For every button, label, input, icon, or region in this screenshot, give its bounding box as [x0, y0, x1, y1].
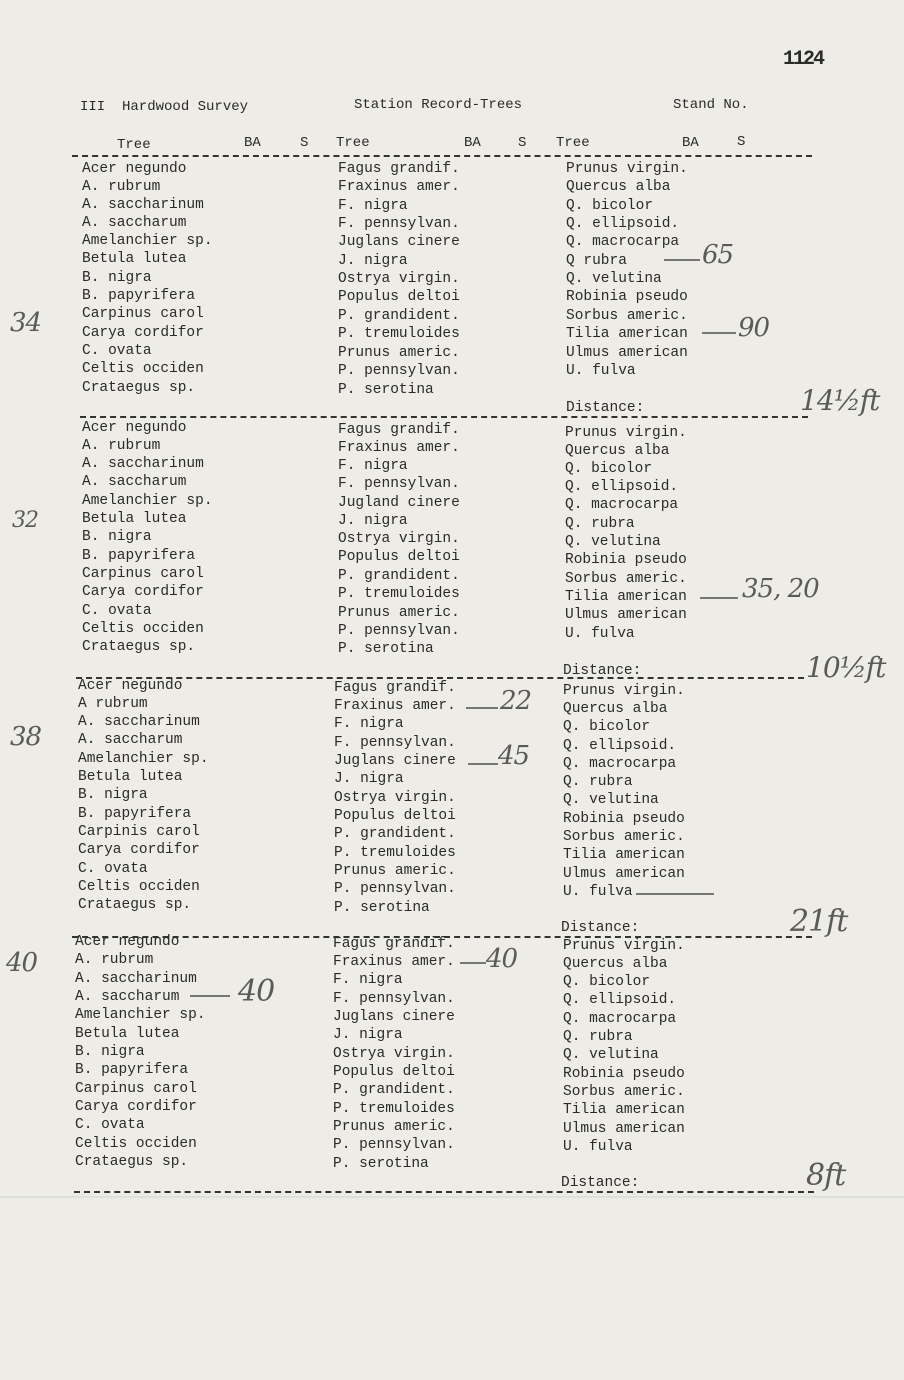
handwritten-distance: 8ft — [806, 1158, 846, 1193]
species-name: C. ovata — [75, 1117, 145, 1133]
survey-title: III Hardwood Survey — [80, 99, 249, 115]
species-name: Quercus alba — [563, 956, 668, 972]
paper-fold — [0, 1196, 904, 1198]
species-name: B. papyrifera — [75, 1062, 189, 1078]
species-name: A. saccharum — [82, 474, 187, 490]
species-name: B. nigra — [75, 1044, 145, 1060]
handwritten-station-number: 38 — [10, 722, 42, 752]
handwritten-tick — [700, 597, 738, 599]
species-name: P. tremuloides — [338, 586, 460, 602]
species-name: Q. velutina — [563, 1047, 659, 1063]
divider-line — [72, 155, 812, 157]
species-name: J. nigra — [333, 1027, 403, 1043]
handwritten-tick — [468, 763, 498, 765]
species-name: Q. velutina — [563, 792, 659, 808]
species-name: Q. bicolor — [563, 974, 651, 990]
species-name: F. pennsylvan. — [338, 476, 460, 492]
species-name: Prunus virgin. — [565, 425, 687, 441]
species-name: Celtis occiden — [75, 1136, 197, 1152]
handwritten-tick — [636, 893, 714, 895]
species-name: Amelanchier sp. — [75, 1007, 206, 1023]
species-name: Ulmus american — [563, 1121, 685, 1137]
species-name: U. fulva — [566, 363, 636, 379]
species-name: Fagus grandif. — [333, 936, 455, 952]
species-name: Juglans cinere — [334, 753, 456, 769]
species-name: P. pennsylvan. — [338, 363, 460, 379]
species-name: A. rubrum — [82, 438, 161, 454]
handwritten-note: 40 — [238, 974, 275, 1009]
species-name: A. saccharum — [75, 989, 180, 1005]
species-name: Ulmus american — [566, 345, 688, 361]
species-name: Q. ellipsoid. — [565, 479, 679, 495]
species-name: Ostrya virgin. — [338, 531, 460, 547]
species-name: Q. bicolor — [565, 461, 653, 477]
stand-number-label: Stand No. — [673, 97, 749, 113]
species-name: A. saccharinum — [82, 456, 204, 472]
species-name: Sorbus americ. — [563, 1084, 685, 1100]
species-name: Q. rubra — [563, 774, 633, 790]
species-name: P. pennsylvan. — [333, 1137, 455, 1153]
species-name: Betula lutea — [82, 251, 187, 267]
handwritten-note: 65 — [702, 240, 734, 270]
species-name: Prunus americ. — [333, 1119, 455, 1135]
species-name: Populus deltoi — [338, 289, 460, 305]
species-name: Q. ellipsoid. — [563, 738, 677, 754]
species-name: P. grandident. — [334, 826, 456, 842]
species-name: Tilia american — [563, 847, 685, 863]
species-name: Fagus grandif. — [334, 680, 456, 696]
species-name: Q. macrocarpa — [563, 1011, 677, 1027]
species-name: Q rubra — [566, 253, 627, 269]
species-name: Carpinus carol — [82, 306, 204, 322]
page-number: 1124 — [783, 48, 824, 71]
species-name: Robinia pseudo — [563, 1066, 685, 1082]
handwritten-tick — [190, 995, 230, 997]
handwritten-note: 90 — [738, 313, 770, 343]
species-name: P. pennsylvan. — [338, 623, 460, 639]
species-name: C. ovata — [82, 343, 152, 359]
species-name: Q. ellipsoid. — [566, 216, 680, 232]
species-name: P. serotina — [338, 641, 434, 657]
handwritten-distance: 10½ft — [806, 651, 886, 684]
species-name: Amelanchier sp. — [78, 751, 209, 767]
col-header-ba: BA — [464, 135, 481, 151]
handwritten-tick — [664, 259, 700, 261]
species-name: Amelanchier sp. — [82, 493, 213, 509]
species-name: Prunus virgin. — [566, 161, 688, 177]
species-name: A. saccharinum — [78, 714, 200, 730]
handwritten-distance: 14½ft — [800, 384, 880, 417]
species-name: P. grandident. — [338, 308, 460, 324]
species-name: Tilia american — [566, 326, 688, 342]
species-name: Sorbus americ. — [566, 308, 688, 324]
species-name: Carya cordifor — [82, 325, 204, 341]
species-name: F. nigra — [338, 198, 408, 214]
species-name: P. serotina — [338, 382, 434, 398]
species-name: Q. macrocarpa — [563, 756, 677, 772]
species-name: Q. rubra — [565, 516, 635, 532]
species-name: F. nigra — [338, 458, 408, 474]
species-name: Carpinus carol — [82, 566, 204, 582]
species-name: Ulmus american — [565, 607, 687, 623]
species-name: Populus deltoi — [334, 808, 456, 824]
species-name: A. rubrum — [75, 952, 154, 968]
distance-label: Distance: — [566, 400, 645, 416]
species-name: J. nigra — [338, 513, 408, 529]
species-name: Ostrya virgin. — [333, 1046, 455, 1062]
species-name: U. fulva — [565, 626, 635, 642]
handwritten-note: 35, 20 — [742, 574, 819, 604]
handwritten-tick — [702, 332, 736, 334]
species-name: A rubrum — [78, 696, 148, 712]
species-name: Robinia pseudo — [563, 811, 685, 827]
species-name: Acer negundo — [82, 161, 187, 177]
species-name: B. nigra — [82, 529, 152, 545]
species-name: P. serotina — [334, 900, 430, 916]
species-name: Quercus alba — [566, 179, 671, 195]
species-name: P. tremuloides — [333, 1101, 455, 1117]
species-name: P. pennsylvan. — [334, 881, 456, 897]
species-name: F. pennsylvan. — [334, 735, 456, 751]
handwritten-tick — [466, 707, 498, 709]
species-name: Q. velutina — [565, 534, 661, 550]
species-name: Celtis occiden — [78, 879, 200, 895]
col-header-s: S — [737, 134, 746, 150]
handwritten-station-number: 34 — [10, 308, 42, 338]
species-name: Sorbus americ. — [565, 571, 687, 587]
species-name: Fagus grandif. — [338, 161, 460, 177]
species-name: Jugland cinere — [338, 495, 460, 511]
species-name: A. rubrum — [82, 179, 161, 195]
species-name: Fraxinus amer. — [333, 954, 455, 970]
handwritten-note: 40 — [486, 944, 518, 974]
handwritten-note: 22 — [500, 686, 532, 716]
species-name: Q. ellipsoid. — [563, 992, 677, 1008]
species-name: P. tremuloides — [334, 845, 456, 861]
species-name: Crataegus sp. — [82, 639, 196, 655]
species-name: Robinia pseudo — [566, 289, 688, 305]
species-name: Robinia pseudo — [565, 552, 687, 568]
handwritten-note: 45 — [498, 741, 530, 771]
species-name: Ulmus american — [563, 866, 685, 882]
species-name: A. saccharum — [82, 215, 187, 231]
col-header-s: S — [518, 135, 527, 151]
species-name: B. papyrifera — [82, 548, 196, 564]
species-name: Acer negundo — [78, 678, 183, 694]
species-name: P. serotina — [333, 1156, 429, 1172]
handwritten-station-number: 40 — [6, 948, 38, 978]
col-header-tree: Tree — [556, 135, 590, 151]
divider-line — [74, 1191, 814, 1193]
divider-line — [80, 416, 808, 418]
species-name: Sorbus americ. — [563, 829, 685, 845]
species-name: Betula lutea — [75, 1026, 180, 1042]
handwritten-station-number: 32 — [12, 508, 38, 533]
species-name: P. grandident. — [333, 1082, 455, 1098]
handwritten-tick — [460, 962, 486, 964]
distance-label: Distance: — [563, 663, 642, 679]
species-name: Betula lutea — [78, 769, 183, 785]
species-name: P. grandident. — [338, 568, 460, 584]
species-name: F. pennsylvan. — [338, 216, 460, 232]
species-name: Prunus americ. — [338, 605, 460, 621]
species-name: Q. macrocarpa — [566, 234, 680, 250]
species-name: Quercus alba — [563, 701, 668, 717]
species-name: Crataegus sp. — [75, 1154, 189, 1170]
col-header-ba: BA — [244, 135, 261, 151]
distance-label: Distance: — [561, 920, 640, 936]
species-name: Ostrya virgin. — [338, 271, 460, 287]
handwritten-distance: 21ft — [790, 904, 848, 939]
species-name: J. nigra — [334, 771, 404, 787]
col-header-tree: Tree — [336, 135, 370, 151]
species-name: F. nigra — [334, 716, 404, 732]
species-name: B. nigra — [78, 787, 148, 803]
species-name: Ostrya virgin. — [334, 790, 456, 806]
distance-label: Distance: — [561, 1175, 640, 1191]
species-name: Prunus virgin. — [563, 938, 685, 954]
species-name: B. papyrifera — [78, 806, 192, 822]
species-name: Crataegus sp. — [82, 380, 196, 396]
col-header-tree: Tree — [117, 137, 151, 153]
species-name: Amelanchier sp. — [82, 233, 213, 249]
species-name: Celtis occiden — [82, 361, 204, 377]
species-name: Carpinis carol — [78, 824, 200, 840]
species-name: U. fulva — [563, 884, 633, 900]
species-name: B. papyrifera — [82, 288, 196, 304]
species-name: Crataegus sp. — [78, 897, 192, 913]
species-name: Populus deltoi — [333, 1064, 455, 1080]
species-name: Carya cordifor — [78, 842, 200, 858]
species-name: B. nigra — [82, 270, 152, 286]
species-name: Q. bicolor — [563, 719, 651, 735]
species-name: Q. bicolor — [566, 198, 654, 214]
species-name: Q. velutina — [566, 271, 662, 287]
species-name: Prunus virgin. — [563, 683, 685, 699]
col-header-s: S — [300, 135, 309, 151]
species-name: Juglans cinere — [338, 234, 460, 250]
species-name: Acer negundo — [82, 420, 187, 436]
species-name: Juglans cinere — [333, 1009, 455, 1025]
species-name: A. saccharinum — [82, 197, 204, 213]
species-name: Carya cordifor — [82, 584, 204, 600]
species-name: Carya cordifor — [75, 1099, 197, 1115]
species-name: Acer negundo — [75, 934, 180, 950]
species-name: F. pennsylvan. — [333, 991, 455, 1007]
species-name: Tilia american — [563, 1102, 685, 1118]
species-name: Celtis occiden — [82, 621, 204, 637]
page-title: Station Record-Trees — [354, 97, 523, 113]
species-name: Quercus alba — [565, 443, 670, 459]
species-name: C. ovata — [78, 861, 148, 877]
species-name: J. nigra — [338, 253, 408, 269]
col-header-ba: BA — [682, 135, 699, 151]
species-name: Q. rubra — [563, 1029, 633, 1045]
species-name: Prunus americ. — [334, 863, 456, 879]
species-name: Fraxinus amer. — [338, 440, 460, 456]
species-name: F. nigra — [333, 972, 403, 988]
species-name: Fraxinus amer. — [338, 179, 460, 195]
species-name: Populus deltoi — [338, 549, 460, 565]
species-name: Fagus grandif. — [338, 422, 460, 438]
species-name: Prunus americ. — [338, 345, 460, 361]
species-name: Q. macrocarpa — [565, 497, 679, 513]
species-name: A. saccharinum — [75, 971, 197, 987]
species-name: U. fulva — [563, 1139, 633, 1155]
species-name: P. tremuloides — [338, 326, 460, 342]
species-name: Betula lutea — [82, 511, 187, 527]
species-name: C. ovata — [82, 603, 152, 619]
species-name: A. saccharum — [78, 732, 183, 748]
species-name: Fraxinus amer. — [334, 698, 456, 714]
species-name: Tilia american — [565, 589, 687, 605]
species-name: Carpinus carol — [75, 1081, 197, 1097]
